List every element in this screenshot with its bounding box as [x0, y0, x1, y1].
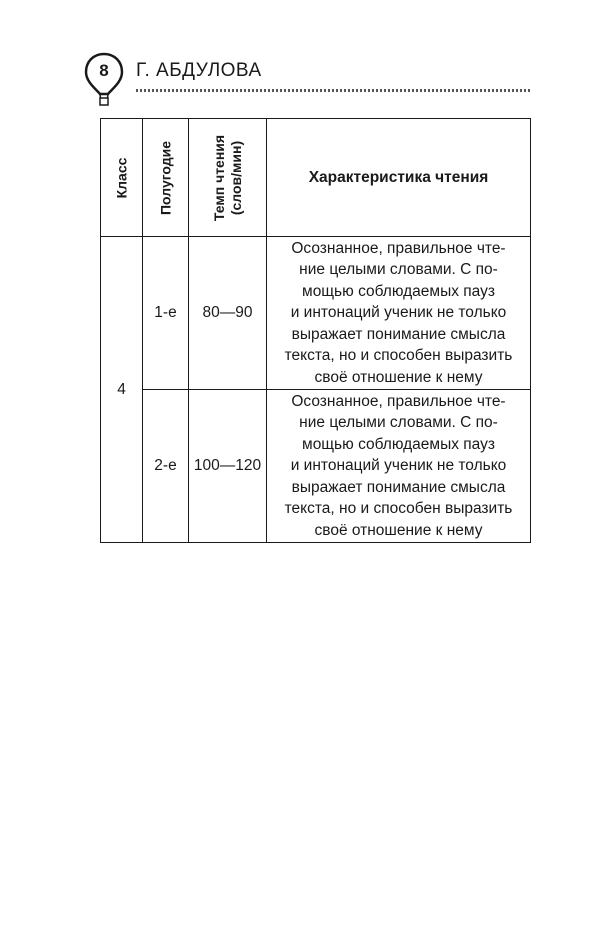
page-header	[84, 52, 532, 108]
column-header-tempo-line2: (слов/мин)	[227, 140, 244, 215]
characteristic-line: Осознанное, правильное чте-	[291, 392, 506, 410]
running-head-author: Г. АБДУЛОВА	[136, 60, 262, 81]
grade-cell: 4	[101, 237, 143, 543]
characteristic-cell	[267, 237, 531, 390]
table-row	[101, 390, 531, 543]
characteristic-line: выражает понимание смысла	[291, 478, 506, 496]
half-year-cell: 1-е	[143, 237, 189, 390]
dotted-rule	[136, 89, 532, 92]
characteristic-line: и интонаций ученик не только	[290, 304, 507, 322]
tempo-cell: 80—90	[189, 237, 267, 390]
characteristic-line: своё отношение к нему	[314, 368, 483, 386]
characteristic-line: мощью соблюдаемых пауз	[302, 435, 495, 453]
column-header-grade-label: Класс	[113, 157, 129, 198]
characteristic-cell	[267, 390, 531, 543]
table-row	[101, 237, 531, 390]
column-header-half-year	[143, 119, 189, 237]
characteristic-line: выражает понимание смысла	[291, 325, 506, 343]
characteristic-line: ние целыми словами. С по-	[299, 261, 498, 279]
characteristic-line: текста, но и способен выразить	[284, 500, 513, 518]
characteristic-line: ние целыми словами. С по-	[299, 414, 498, 432]
characteristic-line: Осознанное, правильное чте-	[291, 239, 506, 257]
table-header-row	[101, 119, 531, 237]
half-year-cell: 2-е	[143, 390, 189, 543]
page-number: 8	[99, 61, 109, 80]
tempo-cell: 100—120	[189, 390, 267, 543]
column-header-tempo-line1: Темп чтения	[210, 134, 227, 221]
characteristic-line: мощью соблюдаемых пауз	[302, 282, 495, 300]
characteristic-line: текста, но и способен выразить	[284, 347, 513, 365]
characteristic-line: и интонаций ученик не только	[290, 457, 507, 475]
characteristic-line: своё отношение к нему	[314, 521, 483, 539]
column-header-tempo	[189, 119, 267, 237]
column-header-grade	[101, 119, 143, 237]
reading-norms-table	[100, 118, 531, 543]
column-header-characteristic: Характеристика чтения	[267, 119, 531, 237]
column-header-half-year-label: Полугодие	[157, 140, 173, 215]
